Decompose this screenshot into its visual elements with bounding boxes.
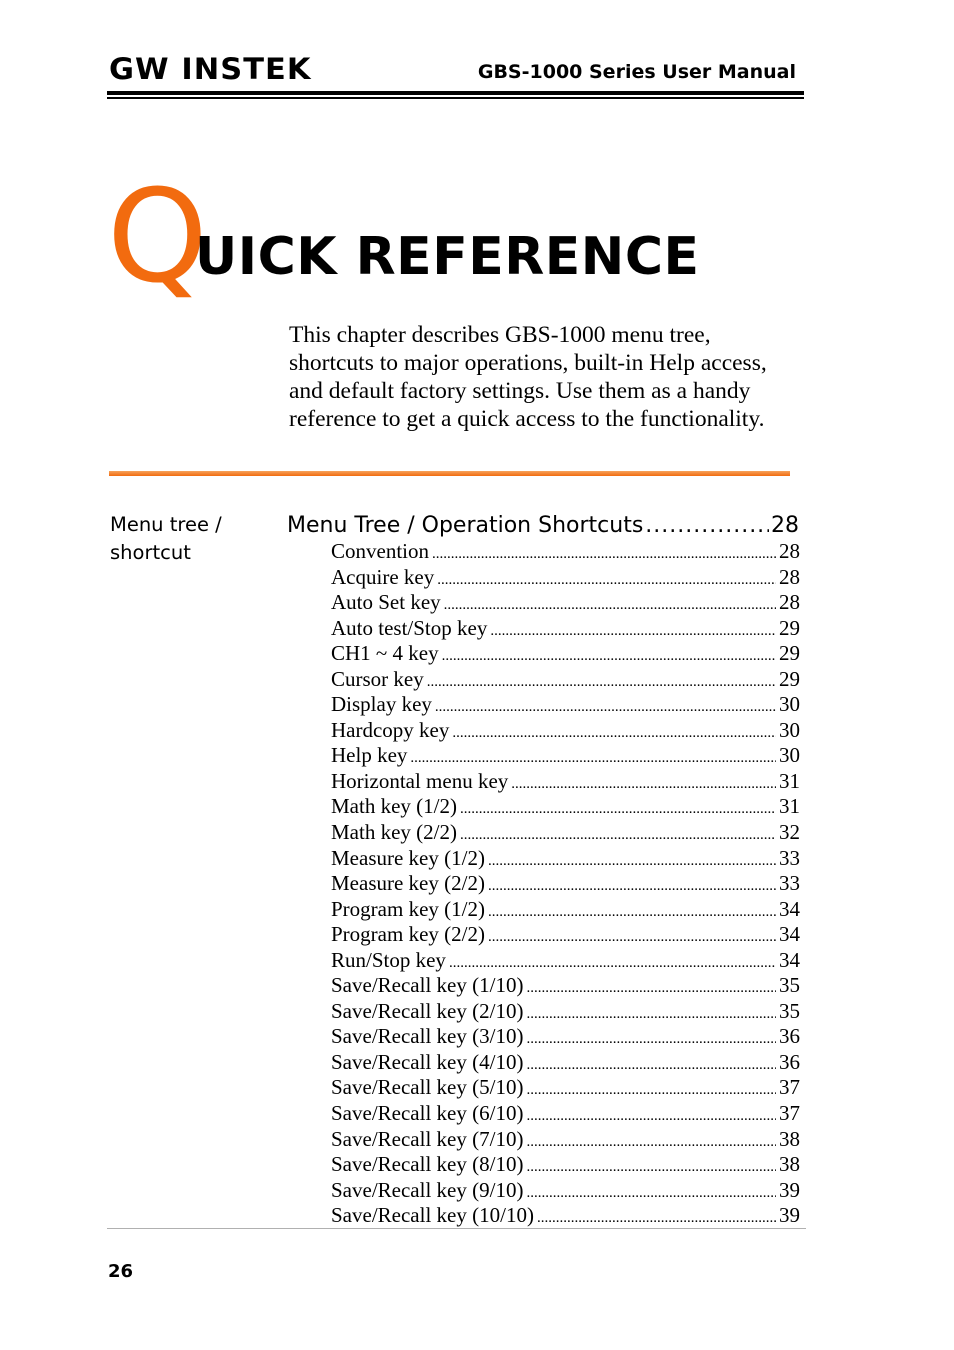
brand-logo: GW INSTEK bbox=[109, 52, 312, 86]
manual-title: GBS-1000 Series User Manual bbox=[477, 61, 796, 83]
toc-entry-page: 34 bbox=[779, 922, 800, 947]
intro-divider bbox=[109, 471, 790, 476]
toc-entry-leader bbox=[460, 823, 776, 849]
toc-entry[interactable] bbox=[331, 922, 800, 948]
toc-entry-leader bbox=[437, 568, 776, 594]
toc-entry-page: 34 bbox=[779, 947, 800, 972]
toc-entry-page: 36 bbox=[779, 1024, 800, 1049]
toc-entry-title: CH1 ~ 4 key bbox=[331, 641, 439, 666]
toc-entry-leader bbox=[488, 925, 776, 951]
toc-entry-page: 33 bbox=[779, 845, 800, 870]
toc-entry-title: Math key (2/2) bbox=[331, 820, 457, 845]
toc-entry-page: 38 bbox=[779, 1152, 800, 1177]
chapter-intro: This chapter describes GBS-1000 menu tree, shortcuts to major operations, built-in Help access, and default factory settings. Use them as a handy reference to get a quick access to the functionality. bbox=[289, 322, 767, 432]
toc-entry-page: 28 bbox=[779, 590, 800, 615]
toc-entry[interactable] bbox=[331, 667, 800, 693]
toc-entry-title: Auto Set key bbox=[331, 590, 441, 615]
toc-entry-leader bbox=[526, 1027, 776, 1053]
toc-entry-page: 35 bbox=[779, 998, 800, 1023]
toc-entry-leader bbox=[526, 1181, 776, 1207]
toc-entry-title: Acquire key bbox=[331, 564, 435, 589]
toc-entry-title: Auto test/Stop key bbox=[331, 615, 488, 640]
sidebar-label: Menu tree / shortcut bbox=[110, 513, 222, 564]
toc-entry-page: 34 bbox=[779, 896, 800, 921]
toc-entry-title: Run/Stop key bbox=[331, 947, 446, 972]
toc-entry-title: Measure key (2/2) bbox=[331, 871, 485, 896]
footer-rule bbox=[107, 1228, 806, 1229]
toc-entry-page: 35 bbox=[779, 973, 800, 998]
toc-entry[interactable] bbox=[331, 1024, 800, 1050]
toc-entry-title: Display key bbox=[331, 692, 432, 717]
toc-entry-page: 38 bbox=[779, 1126, 800, 1151]
toc-heading-title: Menu Tree / Operation Shortcuts bbox=[287, 513, 644, 538]
toc-entry-leader bbox=[526, 1155, 776, 1181]
toc-entry-title: Save/Recall key (4/10) bbox=[331, 1049, 524, 1074]
page-number: 26 bbox=[108, 1261, 134, 1282]
toc-entry-page: 28 bbox=[779, 539, 800, 563]
toc-entry-page: 31 bbox=[779, 768, 800, 793]
toc-entry[interactable] bbox=[331, 692, 800, 718]
toc-entry-leader bbox=[488, 874, 776, 900]
toc-entry[interactable] bbox=[331, 948, 800, 974]
toc-entry-page: 36 bbox=[779, 1049, 800, 1074]
toc-entry-page: 28 bbox=[779, 564, 800, 589]
toc-entry-leader bbox=[526, 1002, 776, 1028]
header-rule-thick bbox=[107, 91, 804, 95]
chapter-title: UICK REFERENCE bbox=[195, 227, 700, 287]
toc-entry-title: Save/Recall key (5/10) bbox=[331, 1075, 524, 1100]
toc-heading[interactable] bbox=[287, 511, 799, 541]
toc-entry-leader bbox=[452, 721, 776, 747]
toc-entry-title: Measure key (1/2) bbox=[331, 845, 485, 870]
toc-entry-leader bbox=[526, 1053, 776, 1079]
toc-entry[interactable] bbox=[331, 641, 800, 667]
toc-entry[interactable] bbox=[331, 846, 800, 872]
toc-entry-title: Save/Recall key (10/10) bbox=[331, 1203, 534, 1228]
toc-entry-page: 30 bbox=[779, 692, 800, 717]
toc-entry-leader bbox=[444, 593, 776, 619]
toc-entry-leader bbox=[526, 1078, 776, 1104]
toc-entry[interactable] bbox=[331, 973, 800, 999]
toc-heading-leader bbox=[645, 511, 769, 541]
toc-entry-title: Save/Recall key (1/10) bbox=[331, 973, 524, 998]
toc-entry[interactable] bbox=[331, 590, 800, 616]
toc-entry-leader bbox=[488, 849, 776, 875]
toc-entry-title: Program key (1/2) bbox=[331, 896, 485, 921]
toc-entry-title: Convention bbox=[331, 539, 429, 563]
toc-entry-title: Program key (2/2) bbox=[331, 922, 485, 947]
toc-entry[interactable] bbox=[331, 743, 800, 769]
toc-entry[interactable] bbox=[331, 1178, 800, 1204]
toc-entry-page: 37 bbox=[779, 1101, 800, 1126]
toc-entry[interactable] bbox=[331, 1152, 800, 1178]
toc-entry-page: 30 bbox=[779, 717, 800, 742]
toc-heading-page: 28 bbox=[771, 513, 799, 538]
toc-entry[interactable] bbox=[331, 539, 800, 565]
toc-entry-page: 32 bbox=[779, 820, 800, 845]
toc-entry-leader bbox=[526, 1104, 776, 1130]
toc-list bbox=[331, 539, 800, 1229]
toc-entry-leader bbox=[511, 772, 776, 798]
toc-entry-leader bbox=[488, 900, 776, 926]
toc-entry-page: 30 bbox=[779, 743, 800, 768]
chapter-initial: Q bbox=[107, 163, 208, 312]
toc-entry[interactable] bbox=[331, 1127, 800, 1153]
toc-entry-page: 33 bbox=[779, 871, 800, 896]
header-rule-thin bbox=[107, 97, 804, 99]
toc-entry-leader bbox=[427, 670, 776, 696]
toc-entry-page: 37 bbox=[779, 1075, 800, 1100]
toc-entry[interactable] bbox=[331, 999, 800, 1025]
toc-entry-title: Horizontal menu key bbox=[331, 768, 509, 793]
toc-entry[interactable] bbox=[331, 1203, 800, 1229]
toc-entry[interactable] bbox=[331, 897, 800, 923]
toc-entry-page: 39 bbox=[779, 1177, 800, 1202]
toc-entry-title: Save/Recall key (3/10) bbox=[331, 1024, 524, 1049]
toc-entry-title: Cursor key bbox=[331, 666, 424, 691]
toc-entry[interactable] bbox=[331, 1050, 800, 1076]
toc-entry-title: Save/Recall key (9/10) bbox=[331, 1177, 524, 1202]
toc-entry-page: 29 bbox=[779, 666, 800, 691]
toc-entry[interactable] bbox=[331, 565, 800, 591]
toc-entry-page: 29 bbox=[779, 641, 800, 666]
toc-entry[interactable] bbox=[331, 616, 800, 642]
toc-entry-title: Save/Recall key (7/10) bbox=[331, 1126, 524, 1151]
toc-entry-leader bbox=[442, 644, 776, 670]
toc-entry-title: Save/Recall key (8/10) bbox=[331, 1152, 524, 1177]
toc-entry[interactable] bbox=[331, 794, 800, 820]
toc-entry[interactable] bbox=[331, 871, 800, 897]
toc-entry-page: 39 bbox=[779, 1203, 800, 1228]
toc-entry-leader bbox=[432, 542, 776, 568]
toc-entry-page: 31 bbox=[779, 794, 800, 819]
toc-entry-title: Save/Recall key (2/10) bbox=[331, 998, 524, 1023]
toc-entry[interactable] bbox=[331, 769, 800, 795]
toc-entry[interactable] bbox=[331, 1101, 800, 1127]
toc-entry-title: Hardcopy key bbox=[331, 717, 450, 742]
toc-entry[interactable] bbox=[331, 820, 800, 846]
toc-entry-title: Math key (1/2) bbox=[331, 794, 457, 819]
toc-entry-leader bbox=[435, 695, 776, 721]
toc-entry-page: 29 bbox=[779, 615, 800, 640]
toc-entry[interactable] bbox=[331, 718, 800, 744]
toc-entry-leader bbox=[526, 1130, 776, 1156]
toc-entry-leader bbox=[460, 797, 776, 823]
toc-entry-leader bbox=[490, 619, 776, 645]
toc-entry-leader bbox=[526, 976, 776, 1002]
toc-entry[interactable] bbox=[331, 1075, 800, 1101]
toc-entry-title: Help key bbox=[331, 743, 408, 768]
toc-entry-title: Save/Recall key (6/10) bbox=[331, 1101, 524, 1126]
